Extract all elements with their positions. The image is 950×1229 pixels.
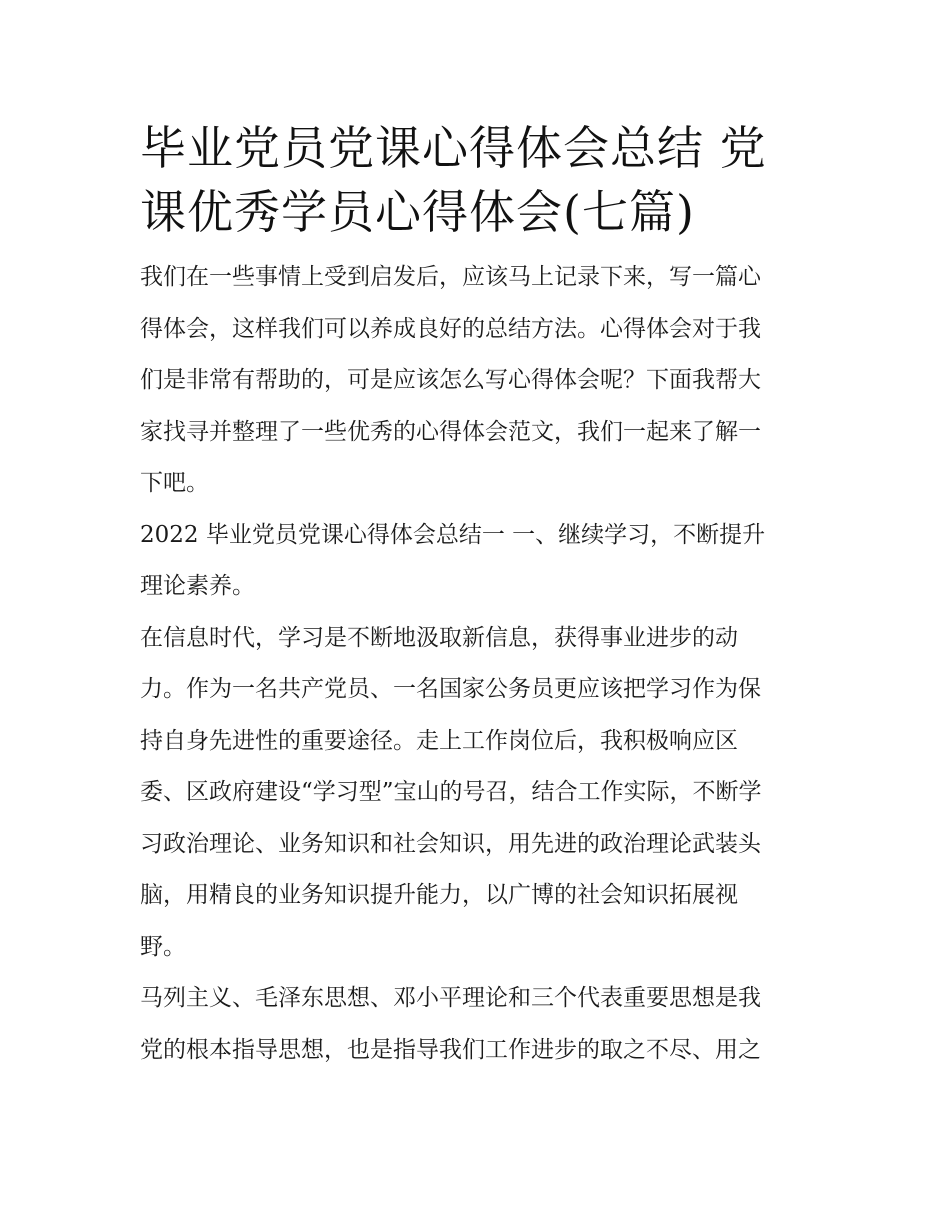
- body-paragraph: [140, 973, 816, 1076]
- text-line: 得体会，这样我们可以养成良好的总结方法。心得体会对于我: [140, 315, 761, 342]
- document-body: [140, 116, 816, 1076]
- text-line: 我们在一些事情上受到启发后，应该马上记录下来，写一篇心: [140, 264, 761, 290]
- section-heading-paragraph: [140, 510, 816, 613]
- document-title: [140, 116, 816, 244]
- text-line: 在信息时代，学习是不断地汲取新信息，获得事业进步的动: [140, 624, 738, 651]
- text-line: 委、区政府建设“学习型”宝山的号召，结合工作实际，不断学: [140, 779, 762, 805]
- title-line: 毕业党员党课心得体会总结 党: [140, 121, 767, 175]
- text-line: 们是非常有帮助的，可是应该怎么写心得体会呢？下面我帮大: [140, 367, 761, 393]
- text-line: 党的根本指导思想，也是指导我们工作进步的取之不尽、用之: [140, 1036, 761, 1063]
- text-line: 野。: [140, 933, 186, 960]
- text-line: 下吧。: [140, 470, 209, 496]
- text-line: 持自身先进性的重要途径。走上工作岗位后，我积极响应区: [140, 727, 738, 754]
- text-line: 理论素养。: [140, 573, 255, 599]
- text-line: 2022 毕业党员党课心得体会总结一 一、继续学习，不断提升: [140, 521, 766, 548]
- text-line: 习政治理论、业务知识和社会知识，用先进的政治理论武装头: [140, 830, 761, 857]
- body-paragraph: [140, 613, 816, 974]
- intro-paragraph: [140, 252, 816, 510]
- text-line: 力。作为一名共产党员、一名国家公务员更应该把学习作为保: [140, 676, 761, 702]
- text-line: 马列主义、毛泽东思想、邓小平理论和三个代表重要思想是我: [140, 985, 761, 1011]
- text-line: 脑，用精良的业务知识提升能力，以广博的社会知识拓展视: [140, 882, 738, 908]
- text-line: 家找寻并整理了一些优秀的心得体会范文，我们一起来了解一: [140, 418, 761, 445]
- title-line: 课优秀学员心得体会(七篇): [140, 185, 695, 239]
